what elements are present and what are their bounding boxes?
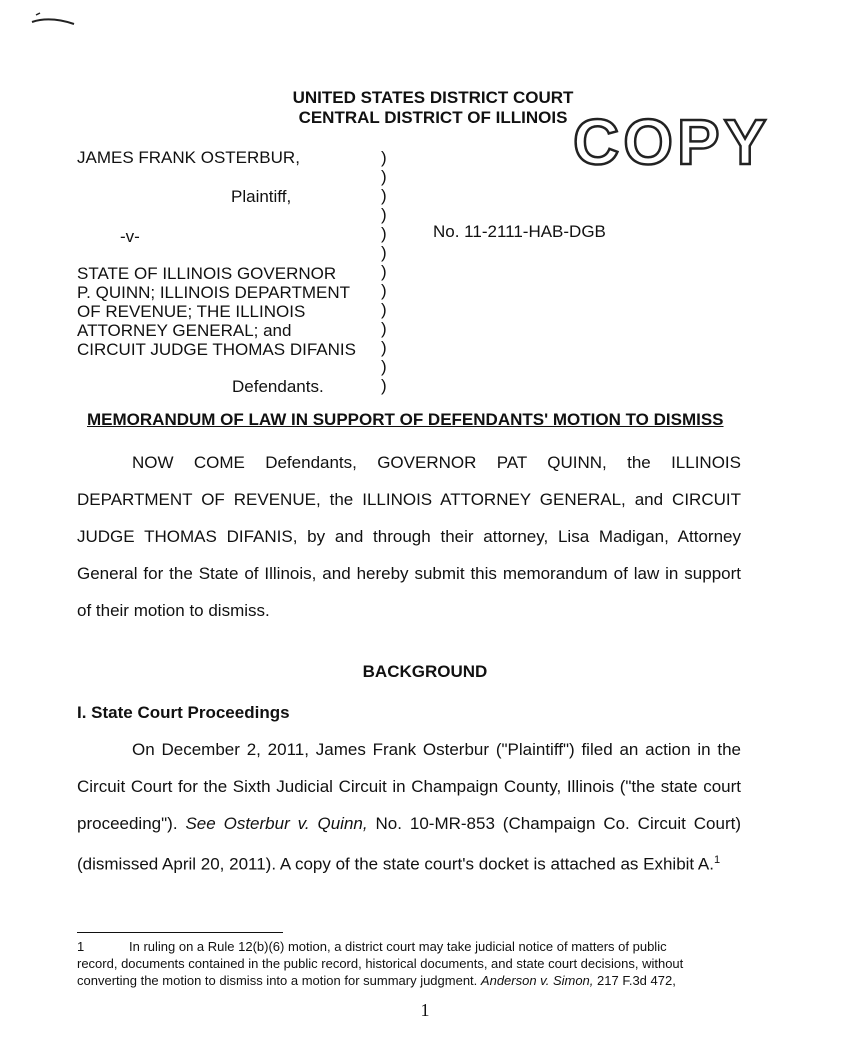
versus-label: -v- (120, 227, 140, 246)
footnote (77, 938, 743, 989)
memorandum-title: MEMORANDUM OF LAW IN SUPPORT OF DEFENDANTS' MOTION TO DISMISS (87, 410, 724, 429)
defendants-line: STATE OF ILLINOIS GOVERNOR (77, 264, 337, 283)
caption-bracket: ) (381, 243, 387, 262)
defendants-line: CIRCUIT JUDGE THOMAS DIFANIS (77, 340, 356, 359)
caption-bracket: ) (381, 338, 387, 357)
caption-bracket: ) (381, 262, 387, 281)
exhibit-sentence: (dismissed April 20, 2011). A copy of the state court's docket is attached as Exhibit A. (77, 854, 714, 874)
citation-prefix: proceeding"). (77, 814, 178, 833)
caption-bracket: ) (381, 376, 387, 395)
footnote-reference: 1 (714, 854, 721, 866)
scan-mark-icon (30, 12, 76, 30)
caption-bracket: ) (381, 167, 387, 186)
plaintiff-name: JAMES FRANK OSTERBUR, (77, 148, 300, 167)
paragraph-line: On December 2, 2011, James Frank Osterbur ("Plaintiff") filed an action in the (132, 740, 741, 759)
paragraph-line (77, 842, 741, 879)
intro-line: JUDGE THOMAS DIFANIS, by and through their attorney, Lisa Madigan, Attorney (77, 527, 741, 546)
footnote-text: 217 F.3d 472, (597, 973, 676, 988)
footnote-number: 1 (77, 939, 85, 954)
footnote-text: converting the motion to dismiss into a motion for summary judgment. (77, 973, 478, 988)
case-citation: See Osterbur v. Quinn, (185, 814, 368, 833)
court-name: UNITED STATES DISTRICT COURT (292, 88, 574, 107)
copy-stamp: COPY (573, 106, 771, 178)
intro-paragraph (77, 444, 741, 629)
caption-bracket: ) (381, 148, 387, 167)
footnote-line (77, 972, 743, 989)
background-heading: BACKGROUND (362, 662, 488, 681)
page-number: 1 (420, 1000, 430, 1020)
caption-bracket: ) (381, 357, 387, 376)
court-district: CENTRAL DISTRICT OF ILLINOIS (298, 108, 568, 127)
defendants-line: OF REVENUE; THE ILLINOIS (77, 302, 306, 321)
caption-bracket: ) (381, 319, 387, 338)
caption-bracket: ) (381, 300, 387, 319)
caption-bracket: ) (381, 205, 387, 224)
plaintiff-label: Plaintiff, (231, 187, 292, 206)
footnote-line (77, 938, 743, 955)
intro-line: NOW COME Defendants, GOVERNOR PAT QUINN, the ILLINOIS (132, 453, 741, 472)
defendants-line: P. QUINN; ILLINOIS DEPARTMENT (77, 283, 351, 302)
intro-line: DEPARTMENT OF REVENUE, the ILLINOIS ATTORNEY GENERAL, and CIRCUIT (77, 490, 741, 509)
intro-line: General for the State of Illinois, and hereby submit this memorandum of law in support (77, 564, 741, 583)
intro-line: of their motion to dismiss. (77, 601, 270, 620)
citation-suffix: No. 10-MR-853 (Champaign Co. Circuit Court) (375, 814, 741, 833)
state-court-paragraph (77, 731, 741, 879)
footnote-text: In ruling on a Rule 12(b)(6) motion, a district court may take judicial notice of matters of public (129, 939, 667, 954)
caption-bracket: ) (381, 281, 387, 300)
footnote-citation: Anderson v. Simon, (480, 973, 594, 988)
paragraph-line (77, 805, 741, 842)
footnote-line: record, documents contained in the public record, historical documents, and state court decisions, without (77, 956, 684, 971)
paragraph-line: Circuit Court for the Sixth Judicial Circuit in Champaign County, Illinois ("the state court (77, 777, 741, 796)
caption-bracket: ) (381, 186, 387, 205)
defendants-line: ATTORNEY GENERAL; and (77, 321, 292, 340)
case-number: No. 11-2111-HAB-DGB (433, 222, 606, 241)
section-heading: I. State Court Proceedings (77, 703, 290, 722)
caption-bracket: ) (381, 224, 387, 243)
footnote-divider (77, 932, 283, 933)
defendants-label: Defendants. (232, 377, 324, 396)
